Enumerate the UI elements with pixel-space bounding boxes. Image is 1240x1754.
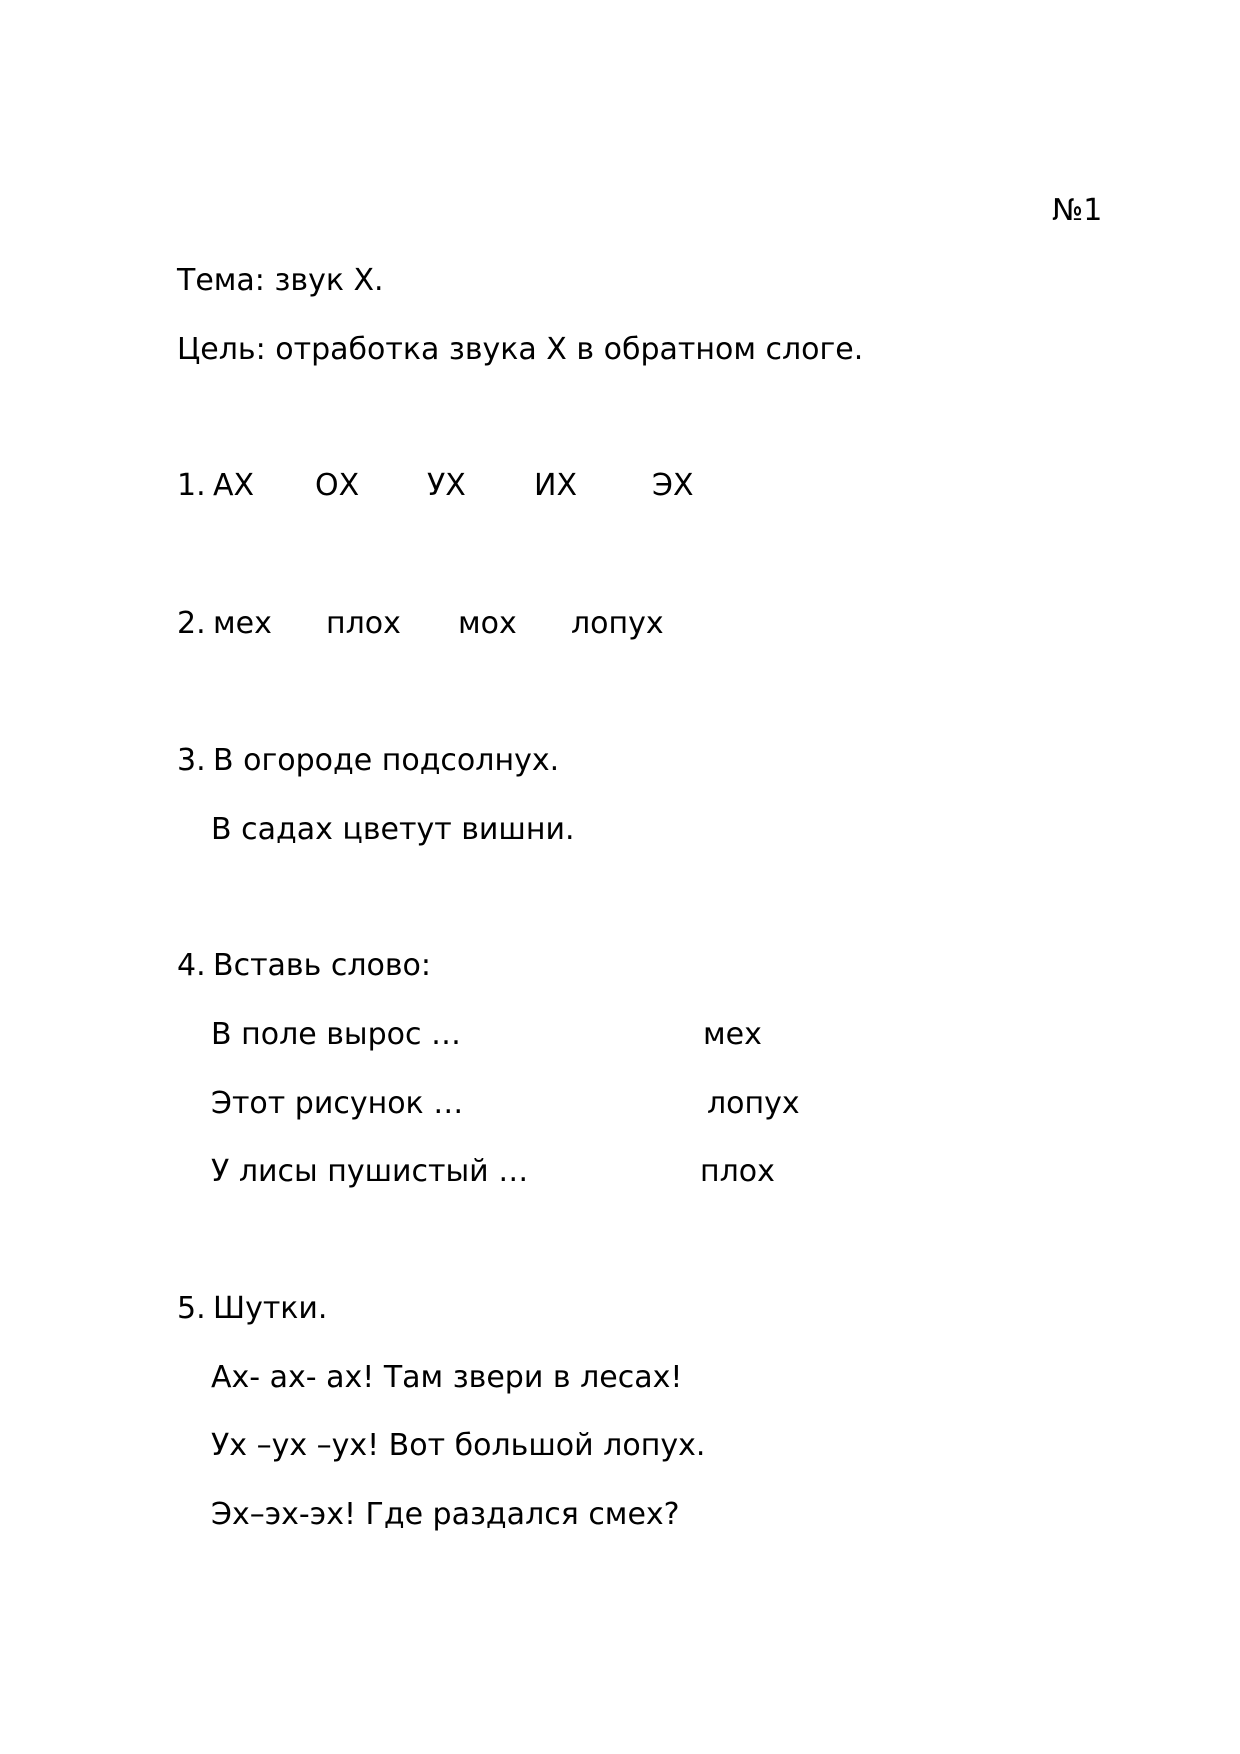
- exercise-4-heading: Вставь слово:: [213, 948, 431, 983]
- exercise-2-word: мох: [458, 606, 517, 641]
- exercise-2-label: 2.: [177, 606, 206, 641]
- exercise-5-rhyme: Ах- ах- ах! Там звери в лесах!: [211, 1360, 683, 1395]
- exercise-2-word: лопух: [571, 606, 664, 641]
- exercise-1-syllable: ЭХ: [652, 468, 694, 503]
- exercise-1-syllable: ОХ: [315, 468, 360, 503]
- exercise-5-label: 5.: [177, 1291, 206, 1326]
- exercise-4-sentence: У лисы пушистый …: [211, 1154, 529, 1189]
- exercise-4-word: плох: [700, 1154, 775, 1189]
- exercise-2-word: плох: [326, 606, 401, 641]
- exercise-1-syllable: ИХ: [534, 468, 577, 503]
- topic-line: Тема: звук Х.: [177, 263, 384, 298]
- exercise-3-label: 3.: [177, 743, 206, 778]
- exercise-4-word: мех: [703, 1017, 762, 1052]
- exercise-4-word: лопух: [707, 1086, 800, 1121]
- exercise-1-syllable: УХ: [427, 468, 466, 503]
- exercise-4-sentence: Этот рисунок …: [211, 1086, 464, 1121]
- exercise-1-syllable: АХ: [213, 468, 255, 503]
- exercise-5-rhyme: Ух –ух –ух! Вот большой лопух.: [211, 1428, 706, 1463]
- exercise-5-rhyme: Эх–эх-эх! Где раздался смех?: [211, 1497, 680, 1532]
- goal-line: Цель: отработка звука Х в обратном слоге.: [177, 332, 864, 367]
- document-number: №1: [1052, 193, 1103, 228]
- exercise-3-sentence: В садах цветут вишни.: [211, 812, 575, 847]
- exercise-3-sentence: В огороде подсолнух.: [213, 743, 560, 778]
- exercise-1-label: 1.: [177, 468, 206, 503]
- exercise-2-word: мех: [213, 606, 272, 641]
- exercise-4-label: 4.: [177, 948, 206, 983]
- exercise-5-heading: Шутки.: [213, 1291, 328, 1326]
- exercise-4-sentence: В поле вырос …: [211, 1017, 462, 1052]
